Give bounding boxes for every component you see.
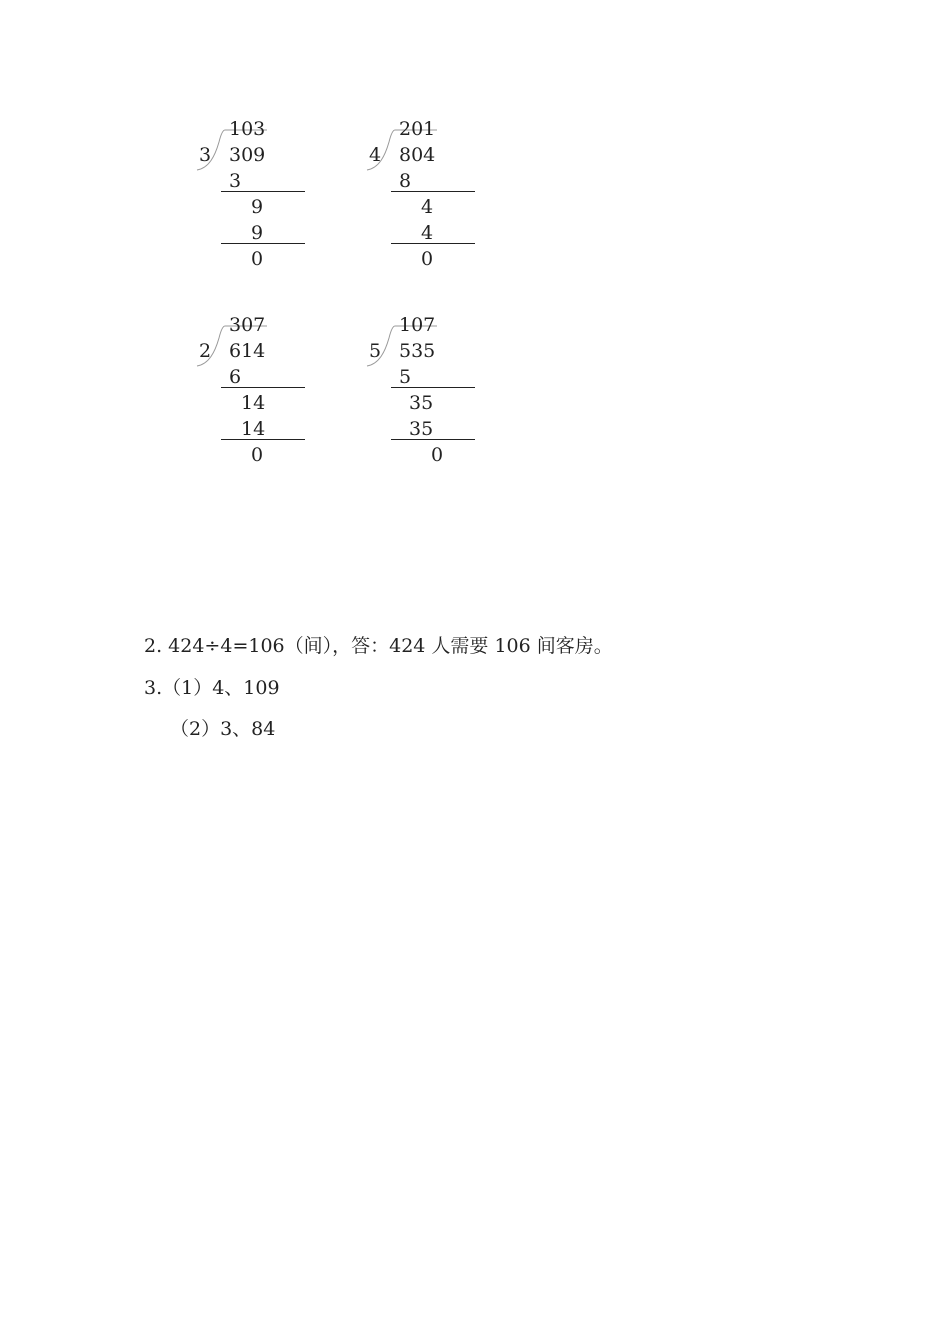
subtraction-rule [391,243,475,244]
subtrahend: 9 [251,222,264,244]
divisor: 2 [199,340,212,362]
divisor: 3 [199,144,212,166]
final-remainder: 0 [251,248,264,270]
answer-3-part-2: （2）3、84 [170,718,276,740]
subtraction-rule [221,387,305,388]
subtraction-rule [221,191,305,192]
divisor: 5 [369,340,382,362]
answer-3-part-1: 3.（1）4、109 [144,677,280,699]
subtrahend: 5 [399,366,412,388]
dividend: 614 [229,340,266,362]
divisor: 4 [369,144,382,166]
final-remainder: 0 [431,444,444,466]
dividend: 804 [399,144,436,166]
quotient: 103 [229,118,266,140]
subtrahend: 4 [421,222,434,244]
subtrahend: 6 [229,366,242,388]
subtrahend: 14 [241,418,266,440]
dividend: 535 [399,340,436,362]
subtraction-rule [391,439,475,440]
quotient: 107 [399,314,436,336]
quotient: 201 [399,118,436,140]
subtraction-rule [391,191,475,192]
remainder-step: 9 [251,196,264,218]
final-remainder: 0 [251,444,264,466]
remainder-step: 14 [241,392,266,414]
division-problem [365,314,665,484]
subtraction-rule [221,243,305,244]
dividend: 309 [229,144,266,166]
quotient: 307 [229,314,266,336]
subtrahend: 35 [409,418,434,440]
division-problem [365,118,665,288]
final-remainder: 0 [421,248,434,270]
subtraction-rule [221,439,305,440]
remainder-step: 35 [409,392,434,414]
answer-2: 2. 424÷4=106（间），答：424 人需要 106 间客房。 [144,635,613,657]
subtraction-rule [391,387,475,388]
subtrahend: 8 [399,170,412,192]
subtrahend: 3 [229,170,242,192]
remainder-step: 4 [421,196,434,218]
